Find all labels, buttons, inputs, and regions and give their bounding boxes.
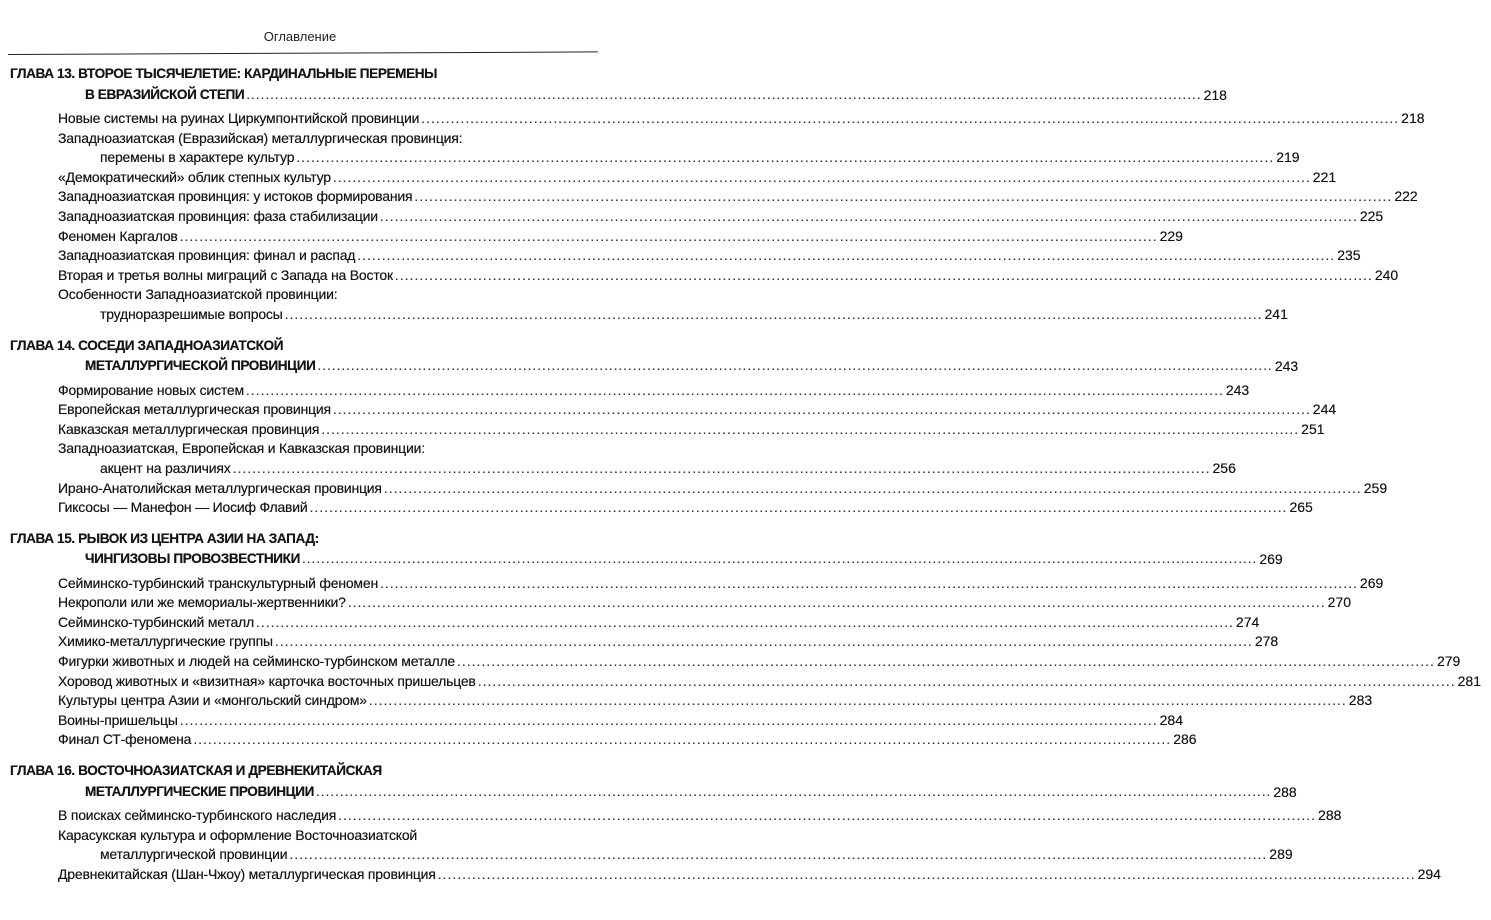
toc-entry[interactable] [0,593,1352,613]
dot-leader: ........................................................................................................................................................................................................ [179,227,1158,244]
running-head: Оглавление [263,29,337,44]
page-number[interactable]: 279 [1436,653,1461,670]
toc-entry[interactable] [0,613,1260,633]
chapter-section [0,529,1481,750]
entry-title[interactable]: Западноазиатская провинция: финал и распад [58,247,356,264]
toc-line [0,148,1300,168]
entry-title[interactable]: Воины-пришельцы [58,711,178,728]
toc-line [0,672,1481,692]
page-number[interactable]: 219 [1276,149,1300,166]
toc-line [0,400,1337,420]
page-number[interactable]: 265 [1289,499,1313,516]
toc-line [0,305,1288,325]
dot-leader: ........................................................................................................................................................................................................ [232,459,1211,476]
toc-line [0,761,600,782]
dot-leader: ........................................................................................................................................................................................................ [332,168,1311,185]
chapter-section [0,64,1425,325]
toc-entry[interactable] [0,672,1481,692]
toc-line [0,109,1425,129]
dot-leader: ........................................................................................................................................................................................................ [309,499,1288,516]
page-number[interactable]: 274 [1235,613,1260,630]
dot-leader: ........................................................................................................................................................................................................ [246,86,1202,102]
dot-leader: ........................................................................................................................................................................................................ [321,420,1300,437]
toc-entry[interactable] [0,574,1384,594]
toc-line [0,207,1384,227]
entry-title[interactable]: Феномен Каргалов [58,227,178,244]
page-number[interactable]: 259 [1363,479,1388,496]
dot-leader: ........................................................................................................................................................................................................ [357,247,1336,264]
page-number[interactable]: 294 [1417,865,1441,882]
dot-leader: ........................................................................................................................................................................................................ [368,692,1347,709]
entry-title[interactable]: Кавказская металлургическая провинция [58,420,320,437]
page-number[interactable]: 270 [1327,594,1352,611]
entry-title[interactable]: Западноазиатская, Европейская и Кавказская провинции: [58,440,425,457]
toc-entry[interactable] [0,381,1250,401]
page-number[interactable]: 283 [1348,692,1373,709]
toc-line [0,730,1197,750]
entry-title[interactable]: трудноразрешимые вопросы [100,305,283,322]
page-number[interactable]: 241 [1264,305,1288,322]
chapter-heading[interactable] [0,336,1299,377]
toc-line [0,246,1361,266]
page-number[interactable]: 235 [1337,247,1361,264]
entry-title[interactable]: Финал СТ-феномена [58,731,192,748]
page-number[interactable]: 281 [1457,672,1481,689]
toc-entry[interactable] [0,806,1342,826]
dot-leader: ........................................................................................................................................................................................................ [383,479,1362,496]
chapter-title[interactable]: МЕТАЛЛУРГИЧЕСКИЕ ПРОВИНЦИИ [85,783,314,799]
page-number[interactable]: 269 [1359,574,1384,591]
chapter-title[interactable]: МЕТАЛЛУРГИЧЕСКОЙ ПРОВИНЦИИ [85,358,316,374]
toc-entry[interactable] [0,400,1337,420]
page-number[interactable]: 256 [1212,459,1236,476]
page-number[interactable]: 251 [1301,420,1325,437]
page-number[interactable]: 286 [1173,731,1197,748]
toc-line [0,459,1236,479]
toc-line [0,865,1441,885]
page-number[interactable]: 244 [1312,401,1337,418]
toc-entry[interactable] [0,207,1384,227]
page-number[interactable]: 243 [1274,358,1299,375]
toc-entry[interactable] [0,730,1197,750]
dot-leader: ........................................................................................................................................................................................................ [274,633,1253,650]
toc-line [0,613,1260,633]
chapter-section [0,761,1441,884]
toc-line [0,85,1227,106]
page-number[interactable]: 218 [1401,110,1425,126]
entry-title[interactable]: Сейминско-турбинский металл [58,613,254,630]
chapter-heading[interactable] [0,529,1283,570]
entry-title[interactable]: перемены в характере культур [100,149,295,166]
page-number[interactable]: 278 [1254,633,1279,650]
entry-title[interactable]: Новые системы на руинах Циркумпонтийской провинции [58,110,420,126]
toc-line [0,381,1250,401]
toc-entry[interactable] [0,246,1361,266]
page-number[interactable]: 289 [1269,846,1293,863]
toc-line [0,652,1461,672]
toc-line [0,129,600,149]
toc-entry[interactable] [0,227,1183,247]
toc-line [0,549,1283,570]
entry-title[interactable]: «Демократический» облик степных культур [58,168,331,185]
toc-entry[interactable] [0,632,1279,652]
toc-line [0,574,1384,594]
toc-entry[interactable] [0,479,1388,499]
dot-leader: ........................................................................................................................................................................................................ [301,551,1258,567]
chapter-title[interactable]: ЧИНГИЗОВЫ ПРОВОЗВЕСТНИКИ [85,551,300,567]
page-number[interactable]: 218 [1203,86,1227,103]
dot-leader: ........................................................................................................................................................................................................ [347,594,1326,611]
toc-line [0,420,1325,440]
toc-entry[interactable] [0,285,1288,324]
toc-line [0,826,600,846]
entry-title[interactable]: Формирование новых систем [58,381,244,398]
dot-leader: ........................................................................................................................................................................................................ [332,401,1311,418]
toc-line [0,356,1299,377]
toc-line [0,227,1183,247]
page-number[interactable]: 221 [1312,168,1337,185]
entry-title[interactable]: Вторая и третья волны миграций с Запада на Восток [58,266,393,283]
toc-line [0,632,1279,652]
dot-leader: ........................................................................................................................................................................................................ [255,613,1234,630]
entry-title[interactable]: Западноазиатская (Евразийская) металлургическая провинция: [58,129,463,146]
toc-line [0,498,1313,518]
toc-entry[interactable] [0,711,1183,731]
entry-title[interactable]: Сейминско-турбинский транскультурный феномен [58,574,378,591]
page-number[interactable]: 243 [1225,381,1250,398]
chapter-title[interactable]: ГЛАВА 14. СОСЕДИ ЗАПАДНОАЗИАТСКОЙ [10,337,284,353]
toc-entry[interactable] [0,266,1399,286]
page-number[interactable]: 269 [1259,551,1283,568]
entry-title[interactable]: Особенности Западноазиатской провинции: [58,286,338,303]
dot-leader: ........................................................................................................................................................................................................ [338,807,1317,824]
dot-leader: ........................................................................................................................................................................................................ [477,672,1456,689]
dot-leader: ........................................................................................................................................................................................................ [457,653,1435,670]
dot-leader: ........................................................................................................................................................................................................ [394,266,1373,283]
dot-leader: ........................................................................................................................................................................................................ [379,574,1358,591]
dot-leader: ........................................................................................................................................................................................................ [289,846,1268,863]
entry-title[interactable]: Карасукская культура и оформление Восточноазиатской [58,826,418,843]
toc-line [0,479,1388,499]
toc-line [0,187,1418,207]
dot-leader: ........................................................................................................................................................................................................ [421,110,1400,126]
entry-title[interactable]: Гиксосы — Манефон — Иосиф Флавий [58,499,308,516]
page-number[interactable]: 288 [1318,807,1342,824]
toc-line [0,806,1342,826]
toc-entry[interactable] [0,420,1325,440]
dot-leader: ........................................................................................................................................................................................................ [379,207,1358,224]
toc-entry[interactable] [0,498,1313,518]
entry-title[interactable]: Культуры центра Азии и «монгольский синдром» [58,692,367,709]
toc-entry[interactable] [0,865,1441,885]
dot-leader: ........................................................................................................................................................................................................ [437,865,1416,882]
toc-line [0,64,600,85]
page-number[interactable]: 222 [1394,188,1418,205]
toc-line [0,168,1337,188]
page-number[interactable]: 225 [1359,207,1384,224]
toc-line [0,529,600,550]
page-number[interactable]: 229 [1159,227,1183,244]
toc-entry[interactable] [0,652,1461,672]
toc-line [0,593,1352,613]
dot-leader: ........................................................................................................................................................................................................ [193,731,1172,748]
header-rule [8,51,598,55]
toc-entry[interactable] [0,187,1418,207]
toc-entry[interactable] [0,168,1337,188]
toc-line [0,336,600,357]
dot-leader: ........................................................................................................................................................................................................ [179,711,1158,728]
chapter-title[interactable]: ГЛАВА 13. ВТОРОЕ ТЫСЯЧЕЛЕТИЕ: КАРДИНАЛЬНЫЕ ПЕРЕМЕНЫ [10,66,438,81]
dot-leader: ........................................................................................................................................................................................................ [414,188,1393,205]
toc-entry[interactable] [0,129,1300,168]
entry-title[interactable]: Европейская металлургическая провинция [58,401,331,418]
chapter-title[interactable]: В ЕВРАЗИЙСКОЙ СТЕПИ [85,86,245,102]
entry-title[interactable]: Западноазиатская провинция: фаза стабилизации [58,207,378,224]
toc-entry[interactable] [0,691,1373,711]
entry-title[interactable]: В поисках сейминско-турбинского наследия [58,807,337,824]
page-number[interactable]: 288 [1273,783,1297,800]
dot-leader: ........................................................................................................................................................................................................ [284,305,1263,322]
chapter-title[interactable]: ГЛАВА 15. РЫВОК ИЗ ЦЕНТРА АЗИИ НА ЗАПАД: [10,530,319,546]
entry-title[interactable]: Фигурки животных и людей на сейминско-турбинском металле [58,653,455,670]
entry-title[interactable]: металлургической провинции [100,846,288,863]
entry-title[interactable]: акцент на различиях [100,459,231,476]
table-of-contents [0,64,1481,895]
toc-line [0,266,1399,286]
dot-leader: ........................................................................................................................................................................................................ [296,149,1275,166]
entry-title[interactable]: Химико-металлургические группы [58,633,273,650]
toc-line [0,439,600,459]
toc-line [0,711,1183,731]
chapter-heading[interactable] [0,64,1227,105]
chapter-section [0,336,1388,518]
dot-leader: ........................................................................................................................................................................................................ [245,381,1224,398]
toc-entry[interactable] [0,109,1425,129]
toc-line [0,691,1373,711]
chapter-heading[interactable] [0,761,1297,802]
entry-title[interactable]: Древнекитайская (Шан-Чжоу) металлургическая провинция [58,865,436,882]
entry-title[interactable]: Ирано-Анатолийская металлургическая провинция [58,479,382,496]
entry-title[interactable]: Хоровод животных и «визитная» карточка восточных пришельцев [58,672,476,689]
toc-line [0,845,1293,865]
toc-line [0,285,600,305]
page-number[interactable]: 240 [1374,266,1399,283]
toc-entry[interactable] [0,439,1236,478]
dot-leader: ........................................................................................................................................................................................................ [315,783,1272,799]
toc-line [0,782,1297,803]
toc-entry[interactable] [0,826,1293,865]
entry-title[interactable]: Западноазиатская провинция: у истоков формирования [58,188,413,205]
entry-title[interactable]: Некрополи или же мемориалы-жертвенники? [58,594,346,611]
chapter-title[interactable]: ГЛАВА 16. ВОСТОЧНОАЗИАТСКАЯ И ДРЕВНЕКИТАЙСКАЯ [10,763,382,779]
page-number[interactable]: 284 [1159,711,1183,728]
dot-leader: ........................................................................................................................................................................................................ [317,358,1273,374]
